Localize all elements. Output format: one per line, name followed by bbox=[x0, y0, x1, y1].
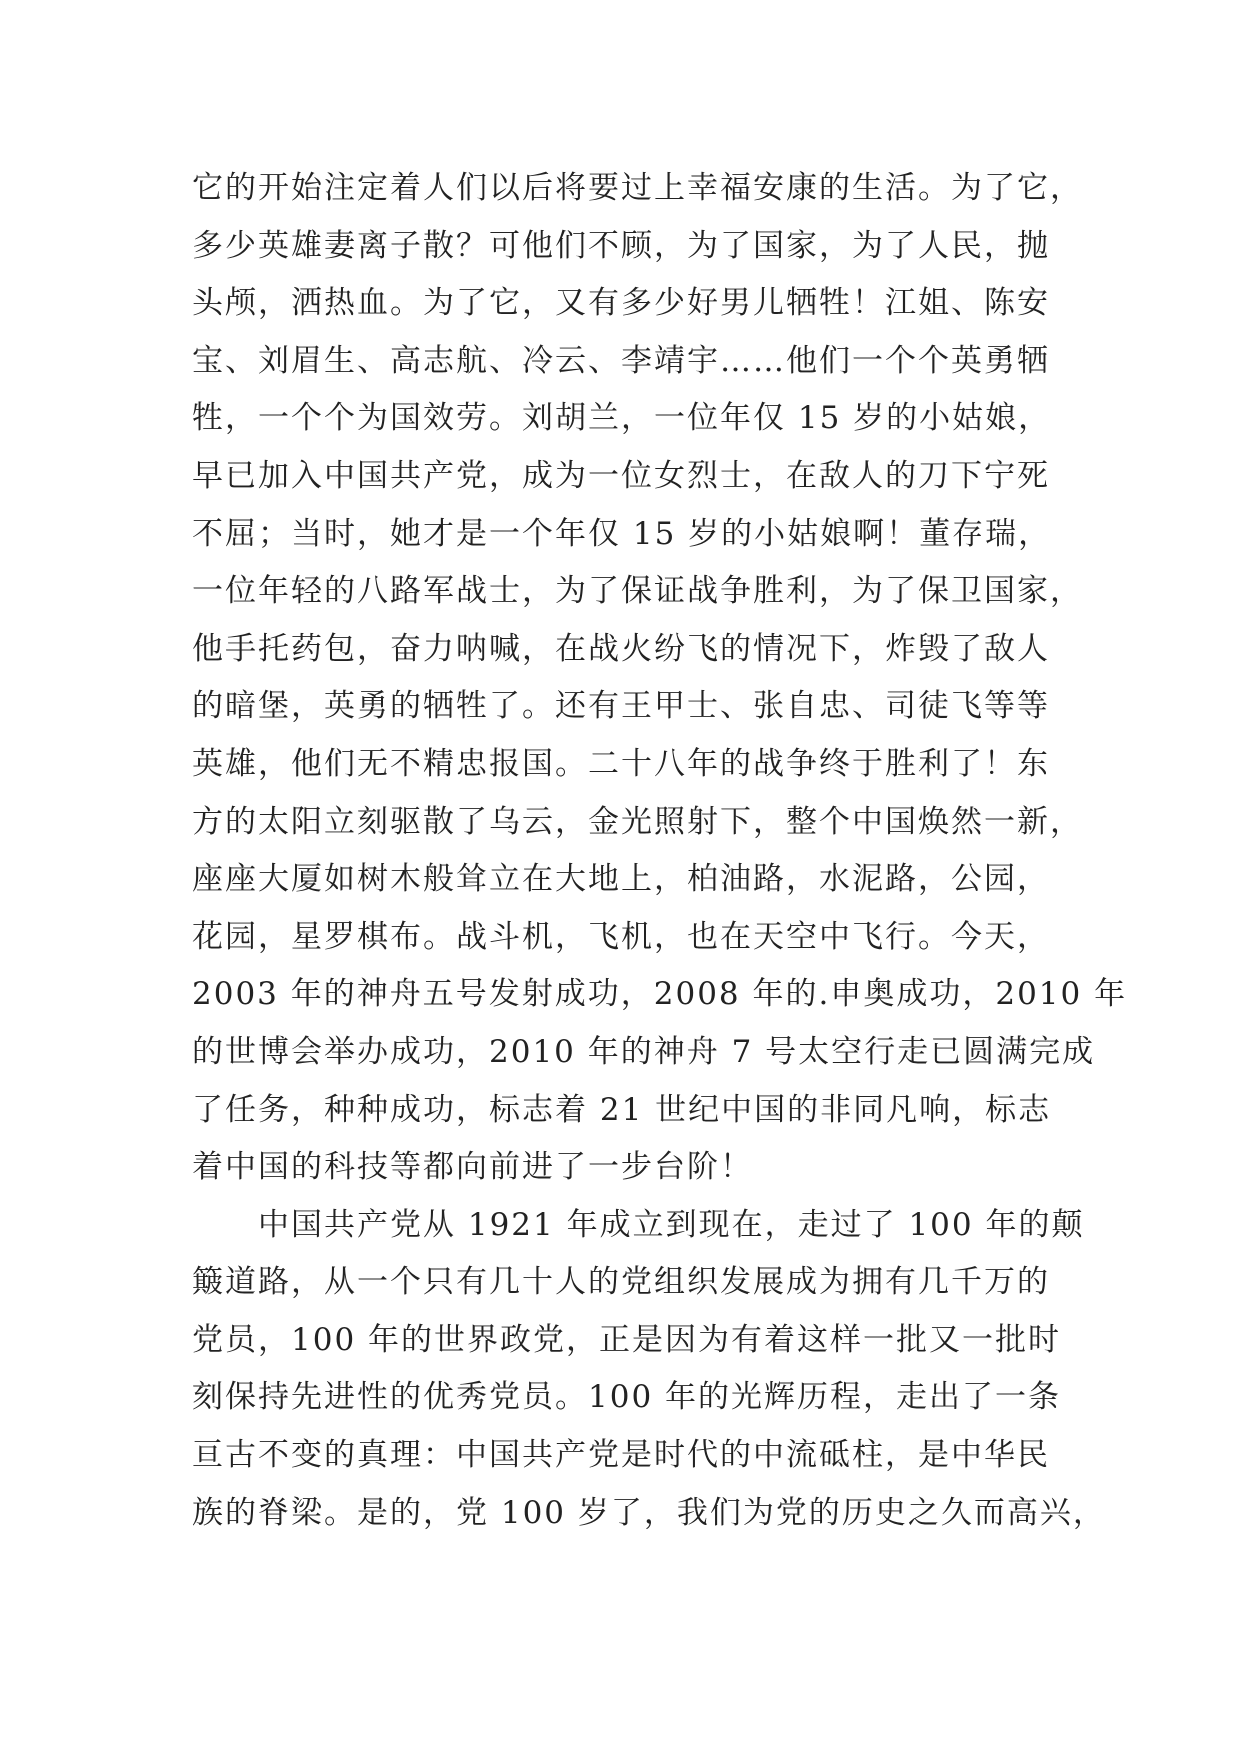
text-line: 早已加入中国共产党，成为一位女烈士，在敌人的刀下宁死 bbox=[192, 457, 1050, 494]
text-line: 亘古不变的真理：中国共产党是时代的中流砥柱，是中华民 bbox=[192, 1437, 1050, 1474]
text-line: 族的脊梁。是的，党 100 岁了，我们为党的历史之久而高兴， bbox=[192, 1494, 1106, 1531]
body-text bbox=[192, 160, 1128, 1542]
text-line: 党员，100 年的世界政党，正是因为有着这样一批又一批时 bbox=[192, 1321, 1062, 1358]
text-line: 簸道路，从一个只有几十人的党组织发展成为拥有几千万的 bbox=[192, 1264, 1050, 1301]
text-line: 了任务，种种成功，标志着 21 世纪中国的非同凡响，标志 bbox=[192, 1091, 1052, 1128]
text-line: 2003 年的神舟五号发射成功，2008 年的.申奥成功，2010 年 bbox=[192, 976, 1128, 1013]
text-line: 的世博会举办成功，2010 年的神舟 7 号太空行走已圆满完成 bbox=[192, 1033, 1096, 1070]
text-line: 着中国的科技等都向前进了一步台阶！ bbox=[192, 1149, 753, 1186]
text-line: 牲，一个个为国效劳。刘胡兰，一位年仅 15 岁的小姑娘， bbox=[192, 400, 1052, 437]
text-line: 不屈；当时，她才是一个年仅 15 岁的小姑娘啊！董存瑞， bbox=[192, 515, 1052, 552]
text-line: 座座大厦如树木般耸立在大地上，柏油路，水泥路，公园， bbox=[192, 861, 1050, 898]
text-line: 花园，星罗棋布。战斗机，飞机，也在天空中飞行。今天， bbox=[192, 918, 1050, 955]
text-line: 英雄，他们无不精忠报国。二十八年的战争终于胜利了！东 bbox=[192, 745, 1050, 782]
text-line: 方的太阳立刻驱散了乌云，金光照射下，整个中国焕然一新， bbox=[192, 803, 1083, 840]
text-line: 宝、刘眉生、高志航、冷云、李靖宇……他们一个个英勇牺 bbox=[192, 342, 1050, 379]
text-line: 他手托药包，奋力呐喊，在战火纷飞的情况下，炸毁了敌人 bbox=[192, 630, 1050, 667]
paragraph-start-line: 中国共产党从 1921 年成立到现在，走过了 100 年的颠 bbox=[258, 1206, 1085, 1243]
text-line: 一位年轻的八路军战士，为了保证战争胜利，为了保卫国家， bbox=[192, 573, 1083, 610]
text-line: 刻保持先进性的优秀党员。100 年的光辉历程，走出了一条 bbox=[192, 1379, 1062, 1416]
text-line: 多少英雄妻离子散？可他们不顾，为了国家，为了人民，抛 bbox=[192, 227, 1050, 264]
text-line: 头颅，洒热血。为了它，又有多少好男儿牺牲！江姐、陈安 bbox=[192, 285, 1050, 322]
text-line: 的暗堡，英勇的牺牲了。还有王甲士、张自忠、司徒飞等等 bbox=[192, 688, 1050, 725]
text-line: 它的开始注定着人们以后将要过上幸福安康的生活。为了它， bbox=[192, 170, 1083, 206]
